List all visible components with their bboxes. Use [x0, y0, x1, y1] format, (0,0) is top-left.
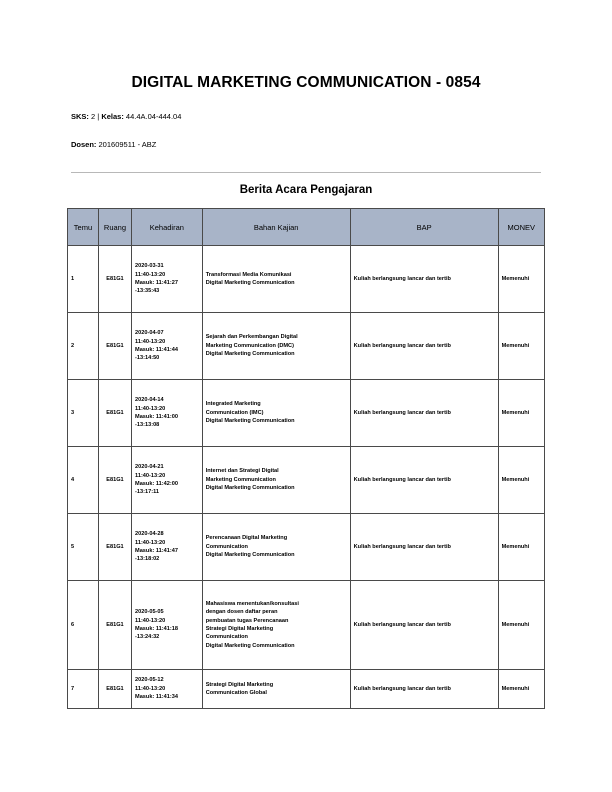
cell-ruang: E81G1 — [98, 313, 131, 380]
kehadiran-line: 2020-05-12 — [135, 677, 164, 684]
section-title: Berita Acara Pengajaran — [239, 184, 373, 196]
cell-bahan-kajian — [202, 447, 350, 514]
kehadiran-line: -13:18:02 — [135, 556, 160, 563]
table-header-row — [68, 209, 545, 246]
kehadiran-line: Masuk: 11:41:18 — [135, 626, 178, 632]
bahan-line: Mahasiswa menentukan/konsultasi — [205, 600, 299, 607]
bahan-line: Digital Marketing Communication — [205, 351, 295, 358]
bahan-line: Transformasi Media Komunikasi — [205, 271, 292, 278]
bahan-line: Marketing Communication — [205, 476, 276, 483]
cell-monev: Memenuhi — [498, 670, 544, 709]
bahan-line: Digital Marketing Communication — [205, 552, 295, 559]
table-row — [68, 447, 545, 514]
kehadiran-line: 2020-05-05 — [135, 609, 164, 616]
kehadiran-line: 2020-03-31 — [135, 263, 164, 270]
lecturer-meta — [71, 140, 156, 149]
cell-kehadiran — [132, 514, 203, 581]
cell-kehadiran — [132, 670, 203, 709]
cell-bahan-kajian — [202, 514, 350, 581]
cell-bap: Kuliah berlangsung lancar dan tertib — [350, 514, 498, 581]
bahan-line: Communication (IMC) — [205, 409, 264, 416]
cell-temu: 4 — [68, 447, 99, 514]
cell-bap: Kuliah berlangsung lancar dan tertib — [350, 313, 498, 380]
header-monev: MONEV — [498, 209, 544, 246]
header-temu: Temu — [68, 209, 99, 246]
table-row — [68, 313, 545, 380]
bahan-line: Digital Marketing Communication — [205, 642, 295, 649]
cell-kehadiran — [132, 313, 203, 380]
cell-monev: Memenuhi — [498, 514, 544, 581]
kehadiran-line: -13:24:32 — [135, 634, 160, 641]
table-row — [68, 514, 545, 581]
document-title: DIGITAL MARKETING COMMUNICATION - 0854 — [131, 74, 481, 91]
cell-ruang: E81G1 — [98, 670, 131, 709]
bahan-line: dengan dosen daftar peran — [205, 609, 278, 616]
kehadiran-line: 2020-04-14 — [135, 397, 164, 404]
cell-kehadiran — [132, 447, 203, 514]
table-row — [68, 581, 545, 670]
header-ruang: Ruang — [98, 209, 131, 246]
table-row — [68, 380, 545, 447]
kehadiran-line: 11:40-13:20 — [135, 617, 166, 624]
kehadiran-line: -13:13:08 — [135, 422, 160, 429]
cell-monev: Memenuhi — [498, 313, 544, 380]
bahan-line: Strategi Digital Marketing — [205, 681, 274, 688]
kehadiran-line: Masuk: 11:41:00 — [135, 414, 178, 420]
kehadiran-line: Masuk: 11:41:34 — [135, 694, 178, 701]
kehadiran-line: -13:17:11 — [135, 489, 159, 496]
cell-bahan-kajian — [202, 380, 350, 447]
bahan-line: Marketing Communication (DMC) — [205, 342, 294, 349]
bahan-line: Digital Marketing Communication — [205, 418, 295, 425]
bahan-line: Perencanaan Digital Marketing — [205, 535, 288, 542]
kehadiran-line: 11:40-13:20 — [135, 338, 166, 345]
cell-kehadiran — [132, 581, 203, 670]
bahan-line: Sejarah dan Perkembangan Digital — [205, 334, 298, 341]
cell-temu: 5 — [68, 514, 99, 581]
cell-bap: Kuliah berlangsung lancar dan tertib — [350, 581, 498, 670]
cell-ruang: E81G1 — [98, 380, 131, 447]
cell-monev: Memenuhi — [498, 380, 544, 447]
cell-bap: Kuliah berlangsung lancar dan tertib — [350, 246, 498, 313]
dosen-label: Dosen: — [71, 140, 97, 149]
cell-bahan-kajian — [202, 581, 350, 670]
teaching-report-table — [67, 208, 545, 709]
bahan-line: Strategi Digital Marketing — [205, 626, 274, 632]
cell-ruang: E81G1 — [98, 581, 131, 670]
kehadiran-line: 2020-04-28 — [135, 531, 164, 538]
cell-bap: Kuliah berlangsung lancar dan tertib — [350, 380, 498, 447]
sks-label: SKS: — [71, 112, 89, 121]
kelas-label: Kelas: — [101, 112, 124, 121]
header-kehadiran: Kehadiran — [132, 209, 203, 246]
kehadiran-line: Masuk: 11:41:27 — [135, 280, 178, 286]
cell-bahan-kajian — [202, 246, 350, 313]
kehadiran-line: 11:40-13:20 — [135, 685, 166, 692]
cell-temu: 1 — [68, 246, 99, 313]
bahan-line: Internet dan Strategi Digital — [205, 468, 279, 475]
cell-ruang: E81G1 — [98, 514, 131, 581]
cell-kehadiran — [132, 246, 203, 313]
kehadiran-line: -13:14:50 — [135, 355, 160, 362]
cell-monev: Memenuhi — [498, 581, 544, 670]
cell-ruang: E81G1 — [98, 447, 131, 514]
sks-value: 2 | — [91, 112, 100, 121]
kehadiran-line: 11:40-13:20 — [135, 472, 166, 479]
kehadiran-line: 11:40-13:20 — [135, 539, 166, 546]
bahan-line: Communication Global — [205, 690, 267, 696]
kehadiran-line: 11:40-13:20 — [135, 405, 166, 412]
cell-kehadiran — [132, 380, 203, 447]
table-row — [68, 246, 545, 313]
cell-bap: Kuliah berlangsung lancar dan tertib — [350, 447, 498, 514]
dosen-value: 201609511 - ABZ — [98, 140, 157, 149]
cell-bap: Kuliah berlangsung lancar dan tertib — [350, 670, 498, 709]
cell-bahan-kajian — [202, 670, 350, 709]
divider — [71, 172, 541, 173]
cell-temu: 6 — [68, 581, 99, 670]
cell-temu: 2 — [68, 313, 99, 380]
kehadiran-line: Masuk: 11:41:47 — [135, 548, 178, 554]
cell-temu: 7 — [68, 670, 99, 709]
kehadiran-line: 2020-04-07 — [135, 330, 164, 337]
header-bap: BAP — [350, 209, 498, 246]
bahan-line: Communication — [205, 543, 248, 550]
kehadiran-line: -13:35:43 — [135, 288, 160, 295]
kehadiran-line: 11:40-13:20 — [135, 271, 166, 278]
bahan-line: Communication — [205, 634, 248, 641]
kehadiran-line: Masuk: 11:41:44 — [135, 347, 178, 353]
bahan-line: Digital Marketing Communication — [205, 280, 295, 286]
bahan-line: pembuatan tugas Perencanaan — [205, 617, 289, 624]
cell-monev: Memenuhi — [498, 246, 544, 313]
header-bahan-kajian: Bahan Kajian — [202, 209, 350, 246]
bahan-line: Digital Marketing Communication — [205, 485, 295, 492]
table-row — [68, 670, 545, 709]
kehadiran-line: Masuk: 11:42:00 — [135, 481, 178, 487]
kelas-value: 44.4A.04-444.04 — [125, 112, 182, 121]
cell-temu: 3 — [68, 380, 99, 447]
bahan-line: Integrated Marketing — [205, 401, 261, 408]
cell-ruang: E81G1 — [98, 246, 131, 313]
kehadiran-line: 2020-04-21 — [135, 464, 164, 471]
course-meta — [71, 112, 181, 121]
cell-bahan-kajian — [202, 313, 350, 380]
cell-monev: Memenuhi — [498, 447, 544, 514]
